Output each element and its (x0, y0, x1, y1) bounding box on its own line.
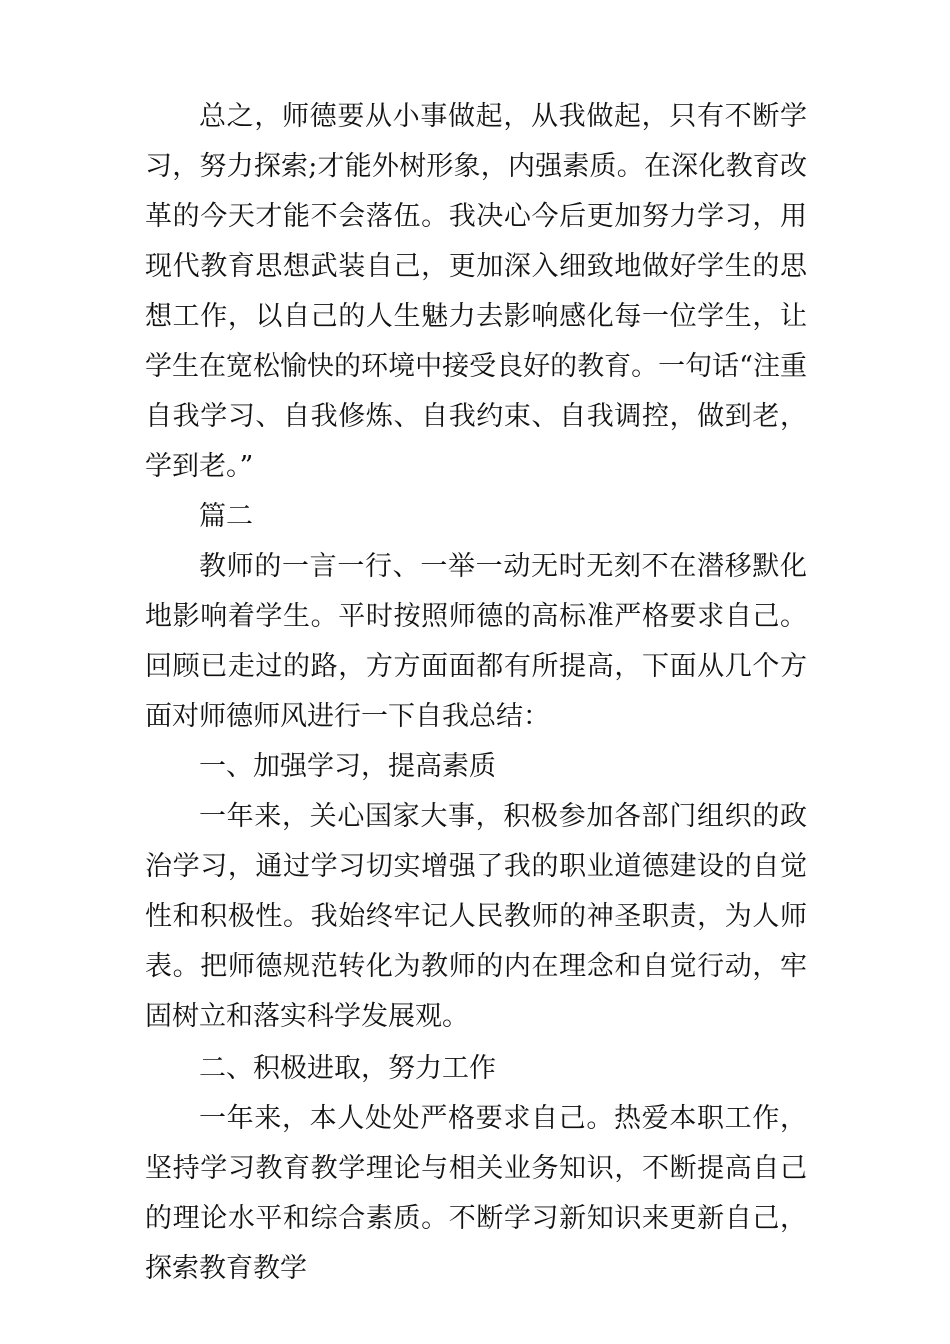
paragraph-conclusion: 总之，师德要从小事做起，从我做起，只有不断学习，努力探索;才能外树形象，内强素质。在深化教育改革的今天才能不会落伍。我决心今后更加努力学习，用现代教育思想武装自己，更加深入细致地做好学生的思想工作，以自己的人生魅力去影响感化每一位学生，让学生在宽松愉快的环境中接受良好的教育。一句话“注重自我学习、自我修炼、自我约束、自我调控，做到老，学到老。” (145, 101, 807, 482)
paragraph-work: 一年来，本人处处严格要求自己。热爱本职工作，坚持学习教育教学理论与相关业务知识，不断提高自己的理论水平和综合素质。不断学习新知识来更新自己，探索教育教学 (145, 1103, 807, 1284)
paragraph-intro: 教师的一言一行、一举一动无时无刻不在潜移默化地影响着学生。平时按照师德的高标准严格要求自己。回顾已走过的路，方方面面都有所提高，下面从几个方面对师德师风进行一下自我总结： (145, 551, 807, 732)
subheading-work: 二、积极进取，努力工作 (199, 1053, 496, 1084)
paragraph-study: 一年来，关心国家大事，积极参加各部门组织的政治学习，通过学习切实增强了我的职业道德建设的自觉性和积极性。我始终牢记人民教师的神圣职责，为人师表。把师德规范转化为教师的内在理念和自觉行动，牢固树立和落实科学发展观。 (145, 801, 807, 1032)
subheading-study: 一、加强学习，提高素质 (199, 751, 496, 782)
document-body (145, 92, 807, 1294)
section-heading-part-two: 篇二 (199, 501, 253, 532)
